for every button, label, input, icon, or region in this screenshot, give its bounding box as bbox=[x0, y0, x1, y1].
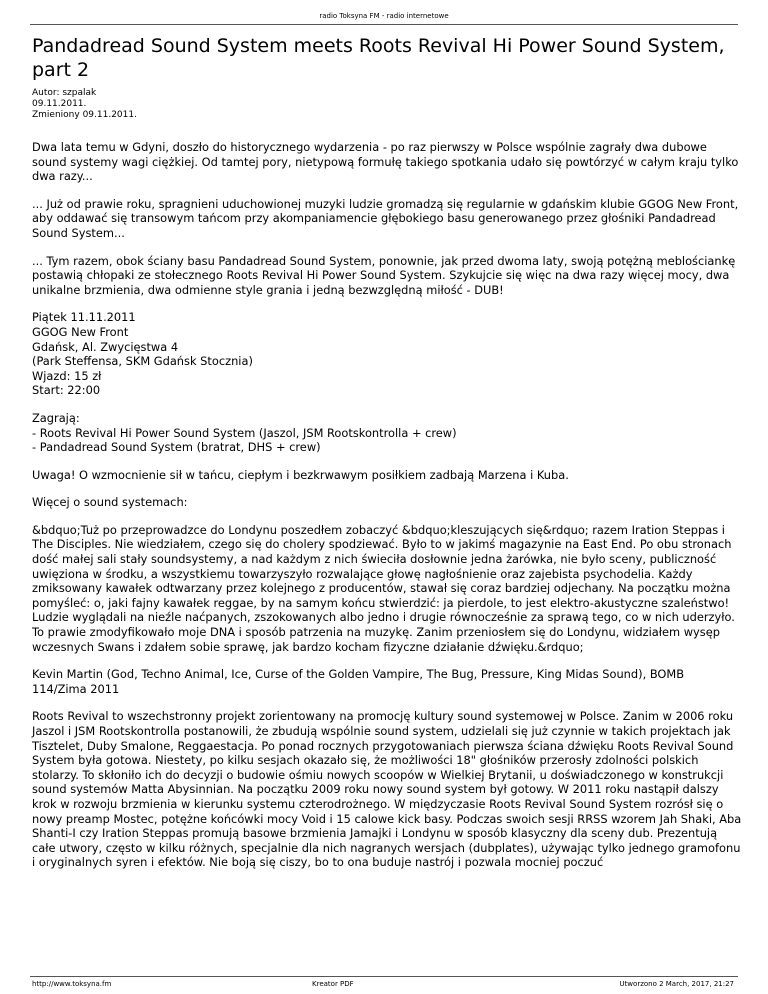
page-footer bbox=[30, 976, 738, 991]
header-divider bbox=[30, 24, 738, 25]
quote-attribution: Kevin Martin (God, Techno Animal, Ice, Curse of the Golden Vampire, The Bug, Pressure, King Midas Sound), BOMB 114/Zima 2011 bbox=[32, 667, 685, 696]
footer-url: http://www.toksyna.fm bbox=[32, 980, 112, 988]
paragraph-intro: Dwa lata temu w Gdyni, doszło do historycznego wydarzenia - po raz pierwszy w Polsce wspólnie zagrały dwa dubowe sound systemy wagi ciężkiej. Od tamtej pory, nietypową formułę takiego spotkania udało się powtórzyć w całym kraju tylko dwa razy... bbox=[32, 140, 739, 184]
article-date: 09.11.2011. bbox=[32, 99, 87, 109]
footer-creator: Kreator PDF bbox=[312, 980, 354, 988]
more-about-heading: Więcej o sound systemach: bbox=[32, 495, 188, 510]
article-body bbox=[32, 140, 742, 883]
quote-paragraph: &bdquo;Tuż po przeprowadzce do Londynu poszedłem zobaczyć &bdquo;kleszujących się&rdquo; razem Iration Steppas i The Disciples. Nie wiedziałem, czego się do cholery spodziewać. Było to w jakimś magazynie na East End. Po obu stronach dość małej sali stały soundsystemy, a nad każdym z nich świeciła dosłownie jedna żarówka, nie było sceny, publiczność uwięziona w środku, a wszystkiemu towarzyszyło rozwalające głowę nagłośnienie oraz zajebista psychodelia. Każdy zmiksowany kawałek odtwarzany przez kolejnego z producentów, stawał się coraz bardziej odjechany. Na początku można pomyśleć: o, jaki fajny kawałek reggae, by na samym końcu stwierdzić: ja pierdole, to jest elektro-akustyczne szaleństwo! Ludzie wyglądali na nieźle naćpanych, zszokowanych albo jedno i drugie równocześnie za sprawą tego, co w nich uderzyło. To prawie zmodyfikowało moje DNA i sposób patrzenia na muzykę. Zanim przeniosłem się do Londynu, widziałem wysęp wczesnych Swans i zdałem sobie sprawę, jak bardzo kocham fizyczne działanie dźwięku.&rdquo; bbox=[32, 522, 735, 654]
paragraph-this-time: ... Tym razem, obok ściany basu Pandadread Sound System, ponownie, jak przed dwoma laty, swoją potężną meblościankę postawią chłopaki ze stołecznego Roots Revival Hi Power Sound System. Szykujcie się więc na dwa razy więcej mocy, dwa unikalne brzmienia, dwa odmienne style grania i jedną bezwzględną miłość - DUB! bbox=[32, 253, 736, 297]
article-meta bbox=[32, 88, 137, 121]
article-author: Autor: szpalak bbox=[32, 88, 97, 98]
lineup: Zagrają: - Roots Revival Hi Power Sound System (Jaszol, JSM Rootskontrolla + crew) - Pandadread Sound System (bratrat, DHS + crew) bbox=[32, 410, 457, 455]
event-details: Piątek 11.11.2011 GGOG New Front Gdańsk, Al. Zwycięstwa 4 (Park Steffensa, SKM Gdańsk Stocznia) Wjazd: 15 zł Start: 22:00 bbox=[32, 310, 253, 398]
article-title: Pandadread Sound System meets Roots Revival Hi Power Sound System, part 2 bbox=[32, 35, 725, 81]
footer-created: Utworzono 2 March, 2017, 21:27 bbox=[619, 980, 734, 988]
roots-revival-paragraph: Roots Revival to wszechstronny projekt zorientowany na promocję kultury sound systemowej w Polsce. Zanim w 2006 roku Jaszol i JSM Rootskontrolla postanowili, że zbudują wspólnie sound system, udzielali się już czynnie w takich projektach jak Tisztelet, Duby Smalone, Reggaestacja. Po ponad rocznych przygotowaniach pierwsza ściana dźwięku Roots Revival Sound System była gotowa. Niestety, po kilku sesjach okazało się, że możliwości 18" głośników przerosły zdolności polskich stolarzy. To skłoniło ich do decyzji o budowie ośmiu nowych scoopów w Wielkiej Brytanii, u doświadczonego w konstrukcji sound systemów Matta Abysinnian. Na początku 2009 roku nowy sound system był gotowy. W 2011 roku nastąpił dalszy krok w rozwoju brzmienia w kierunku systemu czterodrożnego. W międzyczasie Roots Revival Sound System rozrósł się o nowy preamp Mostec, potężne końcówki mocy Void i 15 calowe kick basy. Podczas swoich sesji RRSS wzorem Jah Shaki, Aba Shanti-I czy Iration Steppas promują basowe brzmienia Jamajki i Londynu w sposób klasyczny dla sceny dub. Prezentują całe utwory, często w kilku różnych, specjalnie dla nich nagranych wersjach (dubplates), używając tylko jednego gramofonu i oryginalnych syren i efektów. Nie boją się ciszy, bo to ona buduje nastrój i pozwala mocniej poczuć bbox=[32, 709, 742, 870]
site-header: radio Toksyna FM - radio internetowe bbox=[319, 12, 449, 20]
notice: Uwaga! O wzmocnienie sił w tańcu, ciepłym i bezkrwawym posiłkiem zadbają Marzena i Kuba. bbox=[32, 467, 569, 482]
paragraph-ggog: ... Już od prawie roku, spragnieni uduchowionej muzyki ludzie gromadzą się regularnie w gdańskim klubie GGOG New Front, aby oddawać się transowym tańcom przy akompaniamencie głębokiego basu generowanego przez głośniki Pandadread Sound System... bbox=[32, 196, 739, 240]
article-modified: Zmieniony 09.11.2011. bbox=[32, 110, 137, 120]
